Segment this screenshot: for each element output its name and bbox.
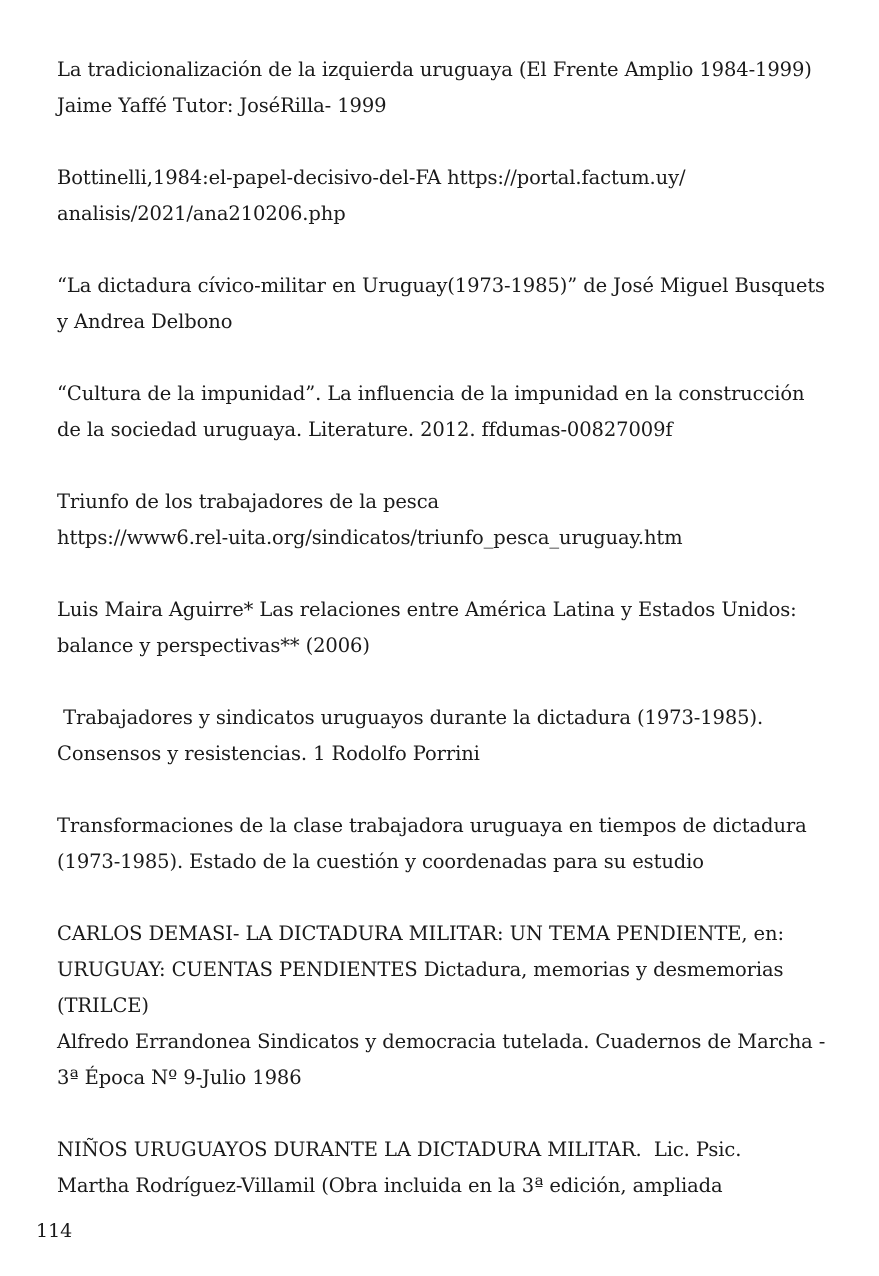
reference-line: Jaime Yaffé Tutor: JoséRilla- 1999 [57, 94, 387, 117]
reference-item [57, 700, 827, 772]
reference-line: NIÑOS URUGUAYOS DURANTE LA DICTADURA MILITAR. Lic. Psic. [57, 1138, 742, 1161]
reference-item [57, 376, 827, 448]
reference-line: “La dictadura cívico-militar en Uruguay(1973-1985)” de José Miguel Busquets [57, 274, 825, 297]
reference-item [57, 916, 827, 1024]
reference-line: Bottinelli,1984:el-papel-decisivo-del-FA https://portal.factum.uy/ [57, 166, 686, 189]
reference-item [57, 1024, 827, 1096]
reference-line: “Cultura de la impunidad”. La influencia de la impunidad en la construcción [57, 382, 805, 405]
reference-item [57, 52, 827, 124]
reference-line: balance y perspectivas** (2006) [57, 634, 370, 657]
reference-line: 3ª Época Nº 9-Julio 1986 [57, 1066, 302, 1089]
reference-line: (1973-1985). Estado de la cuestión y coordenadas para su estudio [57, 850, 704, 873]
reference-line: Alfredo Errandonea Sindicatos y democracia tutelada. Cuadernos de Marcha - [57, 1030, 826, 1053]
reference-line: https://www6.rel-uita.org/sindicatos/triunfo_pesca_uruguay.htm [57, 526, 683, 549]
reference-line: Luis Maira Aguirre* Las relaciones entre América Latina y Estados Unidos: [57, 598, 797, 621]
reference-line: Trabajadores y sindicatos uruguayos durante la dictadura (1973-1985). [57, 706, 764, 729]
page-number: 114 [36, 1220, 73, 1242]
reference-line: Transformaciones de la clase trabajadora uruguaya en tiempos de dictadura [57, 814, 807, 837]
reference-line: Consensos y resistencias. 1 Rodolfo Porrini [57, 742, 480, 765]
reference-line: CARLOS DEMASI- LA DICTADURA MILITAR: UN TEMA PENDIENTE, en: [57, 922, 784, 945]
reference-line: y Andrea Delbono [57, 310, 233, 333]
reference-line: La tradicionalización de la izquierda uruguaya (El Frente Amplio 1984-1999) [57, 58, 812, 81]
reference-line: Martha Rodríguez-Villamil (Obra incluida en la 3ª edición, ampliada [57, 1174, 723, 1197]
reference-line: Triunfo de los trabajadores de la pesca [57, 490, 440, 513]
reference-line: analisis/2021/ana210206.php [57, 202, 346, 225]
reference-line: (TRILCE) [57, 994, 149, 1017]
reference-list [57, 52, 827, 1240]
reference-item [57, 268, 827, 340]
reference-item [57, 484, 827, 556]
reference-item [57, 1132, 827, 1204]
reference-line: URUGUAY: CUENTAS PENDIENTES Dictadura, memorias y desmemorias [57, 958, 784, 981]
page-text-clip [0, 1198, 879, 1212]
reference-line: de la sociedad uruguaya. Literature. 2012. ffdumas-00827009f [57, 418, 673, 441]
reference-item [57, 592, 827, 664]
reference-item [57, 808, 827, 880]
reference-item [57, 160, 827, 232]
